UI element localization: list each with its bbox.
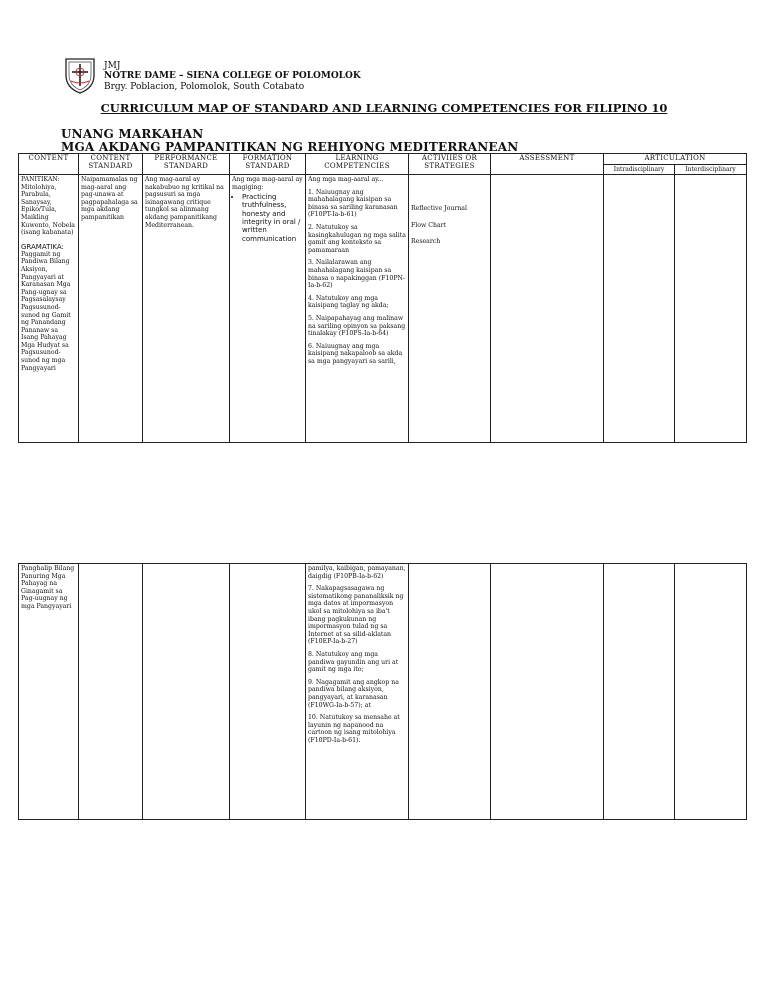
learning-competencies-cell: [306, 175, 409, 443]
content-cell: Panghalip Bilang Panuring Mga Pahayag na Ginagamit sa Pag-uugnay ng mga Pangyayari: [19, 564, 79, 820]
col-header-formation-standard: FORMATION STANDARD: [230, 154, 306, 175]
col-header-content-standard: CONTENT STANDARD: [79, 154, 143, 175]
interdisciplinary-cell: [675, 564, 747, 820]
formation-standard-cell: [230, 175, 306, 443]
formation-intro: Ang mga mag-aaral ay magiging:: [232, 176, 303, 191]
lc-item: 3. Nailalarawan ang mahahalagang kaisipan sa binasa o napakinggan (F10PN-Ia-b-62): [308, 259, 405, 290]
content-cell: [19, 175, 79, 443]
lc-item: 4. Natutukoy ang mga kaisipang taglay ng akda;: [308, 294, 389, 310]
content-standard-cell: [79, 564, 143, 820]
lc-item: 7. Nakapagsasagawa ng sistematikong pananaliksik ng mga datos at impormasyon ukol sa mitolohiya sa iba't ibang pagkukunan ng impormasyon tulad ng sa Internet at sa silid-aklatan (F10EP-Ia-b-27): [308, 585, 404, 646]
header-initials: JMJ: [104, 61, 121, 71]
interdisciplinary-cell: [675, 175, 747, 443]
assessment-cell: [491, 175, 604, 443]
learning-competencies-cell: [306, 564, 409, 820]
lc-item: 10. Natutukoy sa mensahe at layunin ng napanood na cartoon ng isang mitolohiya (F10PD-Ia-b-61).: [308, 714, 400, 744]
activity-item: Flow Chart: [411, 221, 447, 229]
curriculum-table-page2: [18, 563, 747, 820]
theme-heading: MGA AKDANG PAMPANITIKAN NG REHIYONG MEDITERRANEAN: [61, 140, 519, 154]
lc-intro: Ang mga mag-aaral ay...: [308, 176, 384, 183]
gramatika-list: Paggamit ng Pandiwa Bilang Aksiyon, Pangyayari at Karanasan Mga Pang-ugnay sa Pagsasalaysay Pagsusunod-sunod ng Gamit ng Panandang Pananaw sa Isang Pahayag Mga Hudyat sa Pagsusunod-sunod ng mga Pangyayari: [21, 250, 71, 372]
formation-standard-cell: [230, 564, 306, 820]
curriculum-table-page1: [18, 153, 747, 443]
panitikan-label: PANITIKAN:: [21, 176, 60, 183]
school-seal-logo: [62, 55, 98, 95]
performance-standard-cell: [143, 564, 230, 820]
activity-item: Research: [411, 238, 441, 246]
table-row: [19, 564, 747, 820]
col-header-learning-competencies: LEARNING COMPETENCIES: [306, 154, 409, 175]
school-address: Brgy. Poblacion, Polomolok, South Cotabato: [104, 82, 305, 92]
document-title: CURRICULUM MAP OF STANDARD AND LEARNING COMPETENCIES FOR FILIPINO 10: [100, 101, 668, 115]
formation-item: • Practicing truthfulness, honesty and integrity in oral / written communication: [242, 193, 303, 243]
panitikan-list: Mitolohiya, Parabula, Sanaysay, Epiko/Tula, Maikling Kuwento, Nobela (isang kabanata): [21, 183, 75, 237]
table-row: [19, 175, 747, 443]
content-standard-cell: Naipamamalas ng mag-aaral ang pag-unawa at pagpapahalaga sa mga akdang pampanitikan: [79, 175, 143, 443]
lc-item: 8. Natutukoy ang mga pandiwa gayundin ang uri at gamit ng mga ito;: [308, 650, 399, 674]
lc-item: 6. Naiuugnay ang mga kaisipang nakapaloob sa akda sa mga pangyayari sa sarili,: [308, 342, 403, 365]
lc-item: 9. Nagagamit ang angkop na pandiwa bilang aksiyon, pangyayari, at karanasan (F10WG-Ia-b-57); at: [308, 678, 399, 709]
lc-item: 5. Naipapahayag ang malinaw na sariling opinyon sa paksang tinalakay (F10PS-Ia-b-64): [308, 314, 406, 338]
col-header-interdisciplinary: Interdisciplinary: [675, 164, 747, 175]
assessment-cell: [491, 564, 604, 820]
activities-cell: [409, 175, 491, 443]
gramatika-label: GRAMATIKA:: [21, 242, 64, 251]
activity-item: Reflective Journal: [411, 205, 467, 212]
performance-standard-cell: Ang mag-aaral ay nakabubuo ng kritikal na pagsusuri sa mga isinagawang critique tungkol sa alinmang akdang pampanitikang Mediterranean.: [143, 175, 230, 443]
school-name: NOTRE DAME – SIENA COLLEGE OF POLOMOLOK: [104, 71, 361, 81]
lc-item: 2. Natutukoy sa kasingkahulugan ng mga salita gamit ang konteksto sa pamamaraan: [308, 223, 406, 254]
col-header-assessment: ASSESSMENT: [491, 154, 604, 175]
lc-item: pamilya, kaibigan, pamayanan, daigdig (F10PB-Ia-b-62): [308, 565, 406, 580]
intradisciplinary-cell: [604, 175, 675, 443]
col-header-performance-standard: PERFORMANCE STANDARD: [143, 154, 230, 175]
col-header-articulation: ARTICULATION: [604, 154, 747, 165]
activities-cell: [409, 564, 491, 820]
quarter-heading: UNANG MARKAHAN: [61, 127, 204, 141]
lc-item: 1. Naiuugnay ang mahahalagang kaisipan sa binasa sa sariling karanasan (F10PT-Ia-b-61): [308, 188, 398, 219]
col-header-content: CONTENT: [19, 154, 79, 175]
col-header-activities: ACTIVIIES OR STRATEGIES: [409, 154, 491, 175]
col-header-intradisciplinary: Intradisciplinary: [604, 164, 675, 175]
intradisciplinary-cell: [604, 564, 675, 820]
